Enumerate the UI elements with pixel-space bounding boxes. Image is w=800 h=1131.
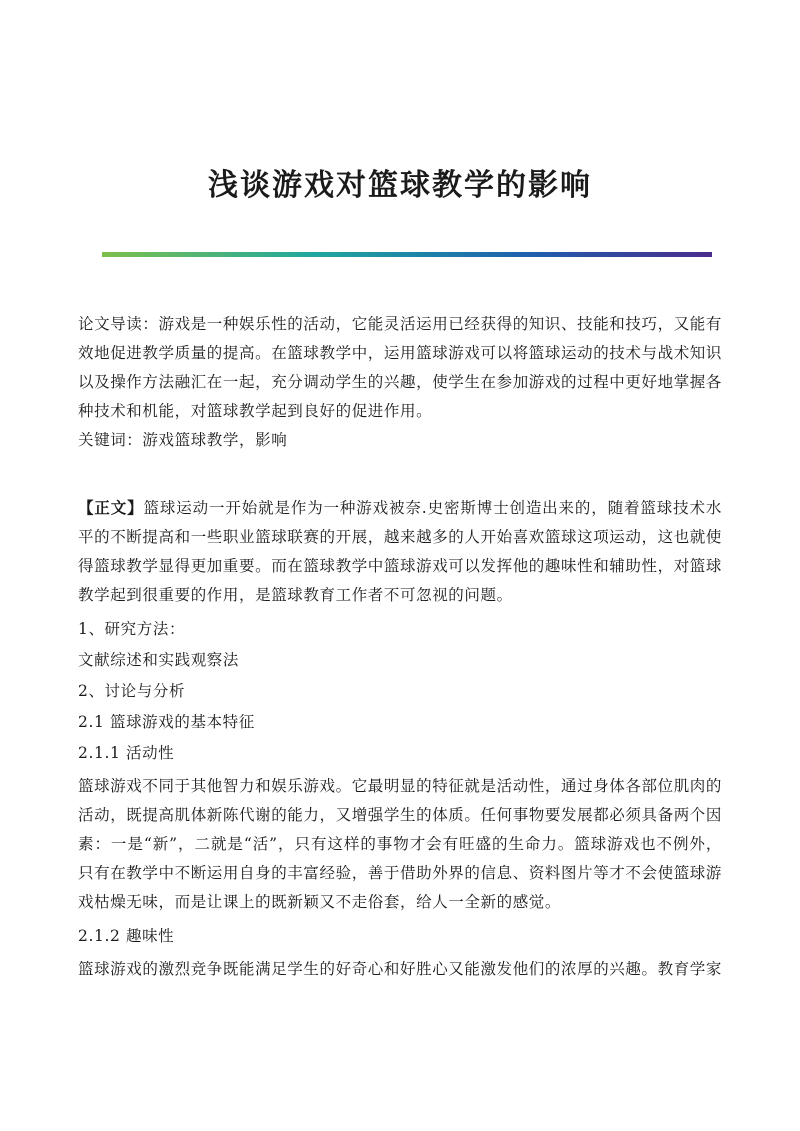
body-intro-text: 篮球运动一开始就是作为一种游戏被奈.史密斯博士创造出来的，随着篮球技术水平的不断提高和一些职业篮球联赛的开展，越来越多的人开始喜欢篮球这项运动，这也就使得篮球教学显得更加重要。而在篮球教学中篮球游戏可以发挥他的趣味性和辅助性，对篮球教学起到很重要的作用，是篮球教育工作者不可忽视的问题。 xyxy=(78,499,723,604)
title-divider xyxy=(102,252,712,257)
heading-activity: 2.1.1 活动性 xyxy=(78,744,175,762)
fun-paragraph: 篮球游戏的激烈竞争既能满足学生的好奇心和好胜心又能激发他们的浓厚的兴趣。教育学家 xyxy=(78,960,723,978)
heading-fun: 2.1.2 趣味性 xyxy=(78,927,175,945)
document-title: 浅谈游戏对篮球教学的影响 xyxy=(208,168,592,203)
body-intro-paragraph xyxy=(78,493,722,610)
methods-text: 文献综述和实践观察法 xyxy=(78,651,240,669)
heading-basic-features: 2.1 篮球游戏的基本特征 xyxy=(78,713,255,731)
heading-discussion: 2、讨论与分析 xyxy=(78,682,186,700)
body-tag: 【正文】 xyxy=(78,498,144,517)
keywords-line: 关键词：游戏篮球教学，影响 xyxy=(78,431,288,449)
activity-paragraph: 篮球游戏不同于其他智力和娱乐游戏。它最明显的特征就是活动性，通过身体各部位肌肉的活动，既提高肌体新陈代谢的能力，又增强学生的体质。任何事物要发展都必须具备两个因素：一是“新”，二就是“活”，只有这样的事物才会有旺盛的生命力。篮球游戏也不例外，只有在教学中不断运用自身的丰富经验，善于借助外界的信息、资料图片等才不会使篮球游戏枯燥无味，而是让课上的既新颖又不走俗套，给人一全新的感觉。 xyxy=(78,777,723,911)
abstract-paragraph: 论文导读：游戏是一种娱乐性的活动，它能灵活运用已经获得的知识、技能和技巧，又能有效地促进教学质量的提高。在篮球教学中，运用篮球游戏可以将篮球运动的技术与战术知识以及操作方法融汇在一起，充分调动学生的兴趣，使学生在参加游戏的过程中更好地掌握各种技术和机能，对篮球教学起到良好的促进作用。 xyxy=(78,315,723,420)
section-spacer xyxy=(78,455,722,493)
heading-research-methods: 1、研究方法： xyxy=(78,620,186,638)
document-body xyxy=(78,310,722,984)
